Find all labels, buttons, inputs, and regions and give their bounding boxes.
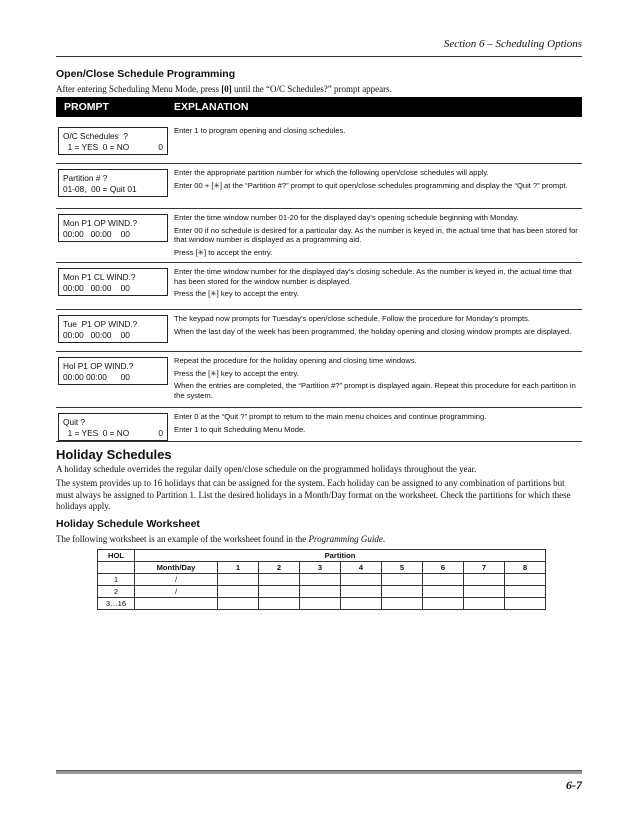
display-line-2: 00:00 00:00 00 xyxy=(63,229,130,239)
display-line-1: Mon P1 CL WIND.? xyxy=(63,272,136,282)
intro-key: [0] xyxy=(221,84,232,94)
month-day-header: Month/Day xyxy=(135,562,218,574)
partition-column-header: 2 xyxy=(259,562,300,574)
explanation-line: Press [✳] to accept the entry. xyxy=(174,247,273,257)
explanation xyxy=(174,126,578,139)
prompt-row xyxy=(56,309,582,352)
explanation-line: Enter 00 + [✳] at the “Partition #?” prompt to quit open/close schedules programming and display the “Quit ?” prompt. xyxy=(174,180,568,190)
prompt-column-header: PROMPT xyxy=(64,101,109,113)
display-value: 0 xyxy=(158,142,163,152)
partition-column-header: 6 xyxy=(423,562,464,574)
partition-column-header: 8 xyxy=(505,562,546,574)
partition-check-cell[interactable] xyxy=(423,598,464,610)
keypad-display xyxy=(58,169,168,197)
explanation xyxy=(174,168,578,193)
month-day-cell[interactable]: / xyxy=(135,574,218,586)
month-day-cell[interactable] xyxy=(135,598,218,610)
holiday-worksheet-table xyxy=(97,549,546,610)
section-header: Section 6 – Scheduling Options xyxy=(443,38,582,50)
display-line-2: 00:00 00:00 00 xyxy=(63,372,130,382)
worksheet-intro xyxy=(56,534,582,546)
prompt-row xyxy=(56,262,582,310)
partition-check-cell[interactable] xyxy=(464,586,505,598)
holiday-title: Holiday Schedules xyxy=(56,447,172,462)
explanation-line: Enter 1 to program opening and closing schedules. xyxy=(174,126,346,135)
partition-check-cell[interactable] xyxy=(218,586,259,598)
explanation xyxy=(174,412,578,437)
display-line-1: Mon P1 OP WIND.? xyxy=(63,218,138,228)
worksheet-intro-guide: Programming Guide xyxy=(308,534,383,544)
hol-header: HOL xyxy=(98,550,135,562)
partition-check-cell[interactable] xyxy=(259,586,300,598)
hol-cell: 3…16 xyxy=(98,598,135,610)
hol-cell: 1 xyxy=(98,574,135,586)
display-line-1: Quit ? xyxy=(63,417,86,427)
worksheet-intro-after: . xyxy=(382,534,386,544)
prompt-row xyxy=(56,407,582,442)
month-day-cell[interactable]: / xyxy=(135,586,218,598)
footer-rule xyxy=(56,770,582,774)
partition-column-header: 3 xyxy=(300,562,341,574)
explanation-line: When the last day of the week has been programmed, the holiday opening and closing window prompts are displayed. xyxy=(174,326,572,336)
display-line-2: 1 = YES 0 = NO xyxy=(63,428,130,438)
explanation xyxy=(174,213,578,260)
partition-header: Partition xyxy=(135,550,546,562)
partition-check-cell[interactable] xyxy=(382,586,423,598)
keypad-display xyxy=(58,268,168,296)
partition-column-header: 7 xyxy=(464,562,505,574)
partition-check-cell[interactable] xyxy=(341,598,382,610)
partition-check-cell[interactable] xyxy=(505,586,546,598)
section-title: Open/Close Schedule Programming xyxy=(56,68,236,80)
holiday-paragraph-1: A holiday schedule overrides the regular daily open/close schedule on the programmed holidays throughout the year. xyxy=(56,464,477,474)
table-header xyxy=(56,97,582,117)
partition-check-cell[interactable] xyxy=(218,574,259,586)
prompt-row xyxy=(56,351,582,408)
partition-column-header: 5 xyxy=(382,562,423,574)
keypad-display xyxy=(58,413,168,441)
partition-check-cell[interactable] xyxy=(464,574,505,586)
explanation-line: Enter the time window number for the displayed day’s closing schedule. As the number is keyed in, the actual time that has been stored for the window number is displayed. xyxy=(174,267,572,286)
worksheet-row xyxy=(98,574,546,586)
explanation-line: Enter 0 at the “Quit ?” prompt to return to the main menu choices and continue programming. xyxy=(174,412,487,421)
prompt-row xyxy=(56,121,582,164)
display-line-1: Tue P1 OP WIND.? xyxy=(63,319,138,329)
display-line-2: 01-08, 00 = Quit 01 xyxy=(63,184,137,194)
partition-check-cell[interactable] xyxy=(382,598,423,610)
partition-check-cell[interactable] xyxy=(300,586,341,598)
prompt-row xyxy=(56,163,582,209)
explanation xyxy=(174,314,578,339)
partition-column-header: 4 xyxy=(341,562,382,574)
intro-before: After entering Scheduling Menu Mode, press xyxy=(56,84,222,94)
explanation-line: Enter the time window number 01-20 for the displayed day’s opening schedule beginning with Monday. xyxy=(174,213,519,222)
display-line-1: Partition # ? xyxy=(63,173,108,183)
worksheet-title: Holiday Schedule Worksheet xyxy=(56,518,200,530)
keypad-display xyxy=(58,357,168,385)
prompt-row xyxy=(56,208,582,263)
display-value: 0 xyxy=(158,428,163,438)
partition-check-cell[interactable] xyxy=(341,574,382,586)
header-rule xyxy=(56,56,582,57)
partition-check-cell[interactable] xyxy=(300,598,341,610)
partition-column-header: 1 xyxy=(218,562,259,574)
partition-check-cell[interactable] xyxy=(423,574,464,586)
display-line-2: 00:00 00:00 00 xyxy=(63,283,130,293)
explanation-line: Press the [✳] key to accept the entry. xyxy=(174,368,299,378)
worksheet-intro-before: The following worksheet is an example of the worksheet found in the xyxy=(56,534,309,544)
partition-check-cell[interactable] xyxy=(341,586,382,598)
intro-after: until the “O/C Schedules?” prompt appears. xyxy=(231,84,392,94)
partition-check-cell[interactable] xyxy=(259,574,300,586)
explanation-line: When the entries are completed, the “Partition #?” prompt is displayed again. Repeat this procedure for each partition in the system. xyxy=(174,381,576,400)
keypad-display xyxy=(58,127,168,155)
display-line-1: O/C Schedules ? xyxy=(63,131,129,141)
explanation-line: Repeat the procedure for the holiday opening and closing time windows. xyxy=(174,356,417,365)
partition-check-cell[interactable] xyxy=(300,574,341,586)
display-line-2: 1 = YES 0 = NO xyxy=(63,142,130,152)
display-line-1: Hol P1 OP WIND.? xyxy=(63,361,134,371)
hol-cell: 2 xyxy=(98,586,135,598)
partition-check-cell[interactable] xyxy=(423,586,464,598)
partition-check-cell[interactable] xyxy=(464,598,505,610)
worksheet-row xyxy=(98,598,546,610)
partition-check-cell[interactable] xyxy=(382,574,423,586)
explanation-line: Enter the appropriate partition number for which the following open/close schedules will apply. xyxy=(174,168,489,177)
keypad-display xyxy=(58,315,168,343)
explanation-line: Press the [✳] key to accept the entry. xyxy=(174,289,299,299)
partition-check-cell[interactable] xyxy=(218,598,259,610)
holiday-paragraph-2: The system provides up to 16 holidays that can be assigned for the system. Each holiday can be assigned to any combination of partitions but must always be assigned to Partition 1. List the desired holidays in a Month/Day format on the worksheet. Check the partitions for which these holidays apply. xyxy=(56,478,571,511)
explanation xyxy=(174,267,578,302)
intro-text xyxy=(56,84,392,94)
keypad-display xyxy=(58,214,168,242)
worksheet-row xyxy=(98,586,546,598)
hol-subheader-blank xyxy=(98,562,135,574)
explanation-line: Enter 1 to quit Scheduling Menu Mode. xyxy=(174,424,306,434)
explanation-line: The keypad now prompts for Tuesday’s open/close schedule. Follow the procedure for Monday’s prompts. xyxy=(174,314,530,323)
explanation-line: Enter 00 if no schedule is desired for a particular day. As the number is keyed in, the actual time that has been stored for that window number is displayed as a programming aid. xyxy=(174,225,578,245)
partition-check-cell[interactable] xyxy=(505,598,546,610)
display-line-2: 00:00 00:00 00 xyxy=(63,330,130,340)
partition-check-cell[interactable] xyxy=(259,598,300,610)
explanation xyxy=(174,356,578,403)
page-number: 6-7 xyxy=(566,778,582,792)
partition-check-cell[interactable] xyxy=(505,574,546,586)
explanation-column-header: EXPLANATION xyxy=(174,101,249,113)
